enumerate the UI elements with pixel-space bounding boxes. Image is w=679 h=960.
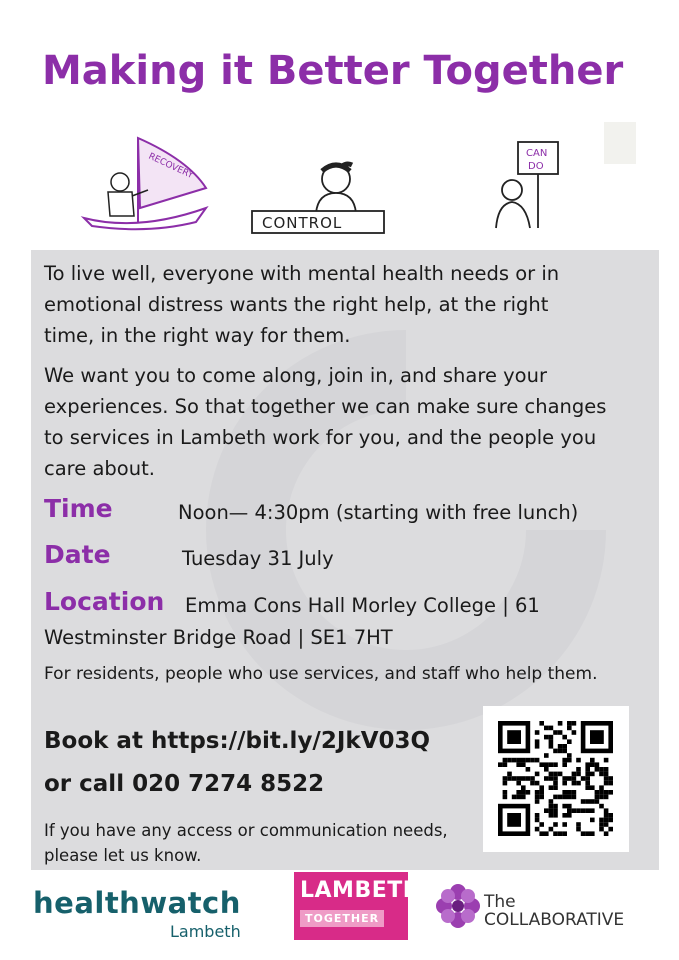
intro-paragraph-1 — [44, 258, 644, 351]
intro-line: We want you to come along, join in, and share your — [44, 364, 547, 387]
intro-line: emotional distress wants the right help, at the right — [44, 293, 549, 316]
page-title: Making it Better Together — [42, 48, 624, 94]
intro-line: To live well, everyone with mental health needs or in — [44, 262, 560, 285]
book-link-text[interactable]: Book at https://bit.ly/2JkV03Q — [44, 728, 431, 754]
flower-icon — [434, 882, 482, 930]
date-value: Tuesday 31 July — [182, 547, 334, 570]
decorative-square — [604, 122, 636, 164]
qr-code[interactable] — [483, 706, 629, 852]
access-line: please let us know. — [44, 846, 202, 865]
collab-the: The — [484, 892, 516, 912]
location-label: Location — [44, 587, 165, 616]
intro-line: care about. — [44, 457, 155, 480]
intro-line: experiences. So that together we can make sure changes — [44, 395, 607, 418]
collab-name: COLLABORATIVE — [484, 910, 625, 930]
healthwatch-wordmark: healthwatch — [33, 886, 241, 920]
intro-paragraph-2 — [44, 360, 644, 484]
location-value-line-2: Westminster Bridge Road | SE1 7HT — [44, 626, 393, 649]
collaborative-logo — [434, 882, 625, 934]
sail-text: RECOVERY — [146, 151, 195, 182]
time-value: Noon— 4:30pm (starting with free lunch) — [178, 501, 579, 524]
control-banner-illustration — [248, 155, 388, 240]
healthwatch-logo — [33, 886, 241, 941]
intro-line: time, in the right way for them. — [44, 324, 351, 347]
sign-text-top: CAN — [526, 148, 548, 159]
can-do-sign-illustration — [490, 132, 580, 232]
access-line: If you have any access or communication needs, — [44, 821, 448, 840]
sign-text-bottom: DO — [528, 161, 544, 172]
intro-line: to services in Lambeth work for you, and the people you — [44, 426, 597, 449]
recovery-boat-illustration — [78, 130, 210, 235]
together-wordmark: TOGETHER — [300, 910, 384, 927]
access-needs-text — [44, 818, 448, 868]
date-label: Date — [44, 540, 111, 569]
location-value-line-1: Emma Cons Hall Morley College | 61 — [185, 594, 540, 617]
phone-number-text[interactable]: or call 020 7274 8522 — [44, 771, 325, 797]
lambeth-together-logo — [294, 872, 422, 940]
banner-text: CONTROL — [262, 214, 343, 232]
healthwatch-sub: Lambeth — [170, 922, 241, 941]
audience-text: For residents, people who use services, and staff who help them. — [44, 664, 598, 684]
qr-code-image — [483, 706, 629, 852]
time-label: Time — [44, 494, 113, 523]
lambeth-wordmark: LAMBETH — [300, 878, 422, 903]
